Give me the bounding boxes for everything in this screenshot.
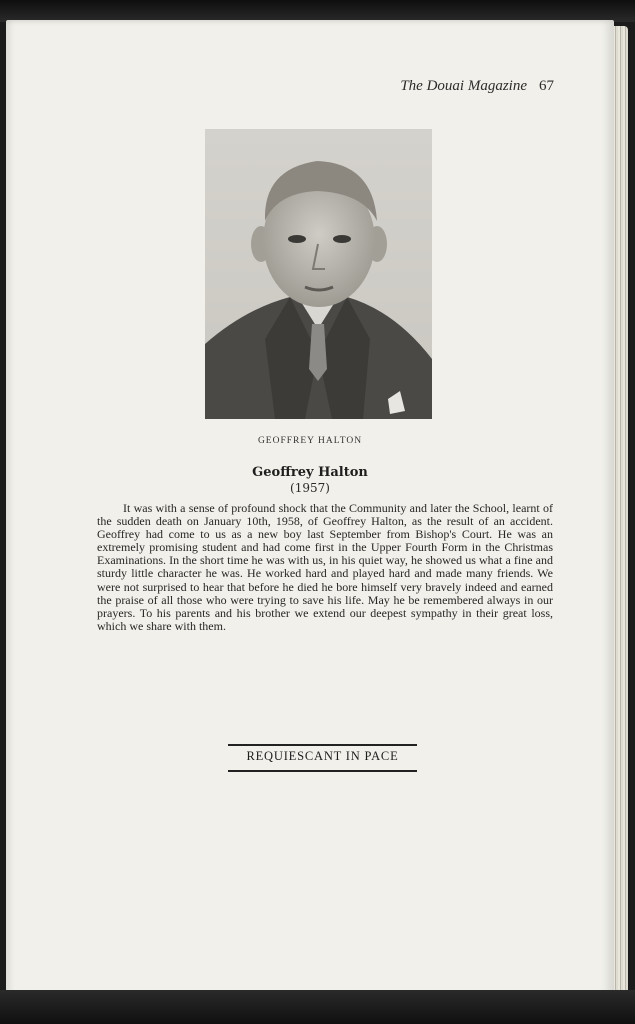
page-number: 67 bbox=[539, 78, 554, 94]
magazine-title: The Douai Magazine bbox=[400, 78, 527, 94]
book-binding-top bbox=[0, 0, 635, 22]
obituary-text: It was with a sense of profound shock that the Community and later the School, learnt of the sudden death on January 10th, 1958, of Geoffrey Halton, as the result of an accident. Geoffrey had come to us as a new boy last September from Bishop's Court. He was an extremely promising student and had come first in the Upper Fourth Form in the Christmas Examinations. In the short time he was with us, in his quiet way, he showed us what a fine and sturdy little character he was. He worked hard and played hard and made many friends. We were not surprised to hear that before he died he bore himself very bravely indeed and earned the praise of all those who were trying to save his life. May he be remembered always in our prayers. To his parents and his brother we extend our deepest sympathy in their great loss, which we share with them. bbox=[97, 501, 553, 633]
closing-rule-top bbox=[228, 744, 417, 746]
article-year: (1957) bbox=[290, 481, 330, 495]
portrait-illustration bbox=[205, 129, 432, 419]
article-title: Geoffrey Halton bbox=[252, 465, 368, 480]
book-binding-bottom bbox=[0, 990, 635, 1024]
running-head bbox=[400, 78, 554, 95]
closing-rule-bottom bbox=[228, 770, 417, 772]
closing-line: REQUIESCANT IN PACE bbox=[246, 749, 399, 763]
photo-caption: GEOFFREY HALTON bbox=[257, 436, 363, 446]
magazine-page bbox=[6, 20, 614, 996]
portrait-photo bbox=[205, 129, 432, 419]
